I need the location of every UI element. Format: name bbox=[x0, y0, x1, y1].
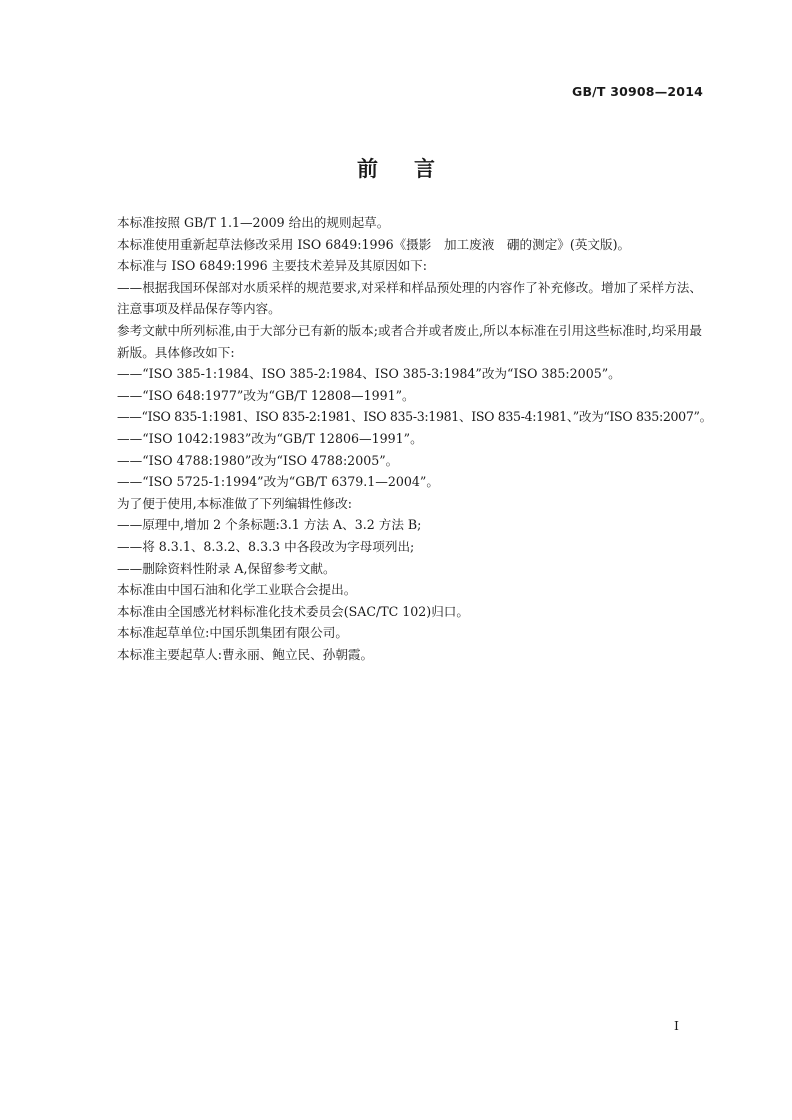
paragraph: 本标准起草单位:中国乐凯集团有限公司。 bbox=[117, 625, 348, 641]
paragraph: 本标准与 ISO 6849:1996 主要技术差异及其原因如下: bbox=[117, 258, 428, 274]
list-item: ——“ISO 648:1977”改为“GB/T 12808—1991”。 bbox=[117, 387, 415, 403]
list-item: ——“ISO 835-1:1981、ISO 835-2:1981、ISO 835-3:1981、ISO 835-4:1981、”改为“ISO 835:2007”。 bbox=[117, 409, 712, 425]
list-item: ——“ISO 385-1:1984、ISO 385-2:1984、ISO 385-3:1984”改为“ISO 385:2005”。 bbox=[117, 366, 621, 382]
page-title: 前言 bbox=[357, 156, 471, 181]
list-item: ——原理中,增加 2 个条标题:3.1 方法 A、3.2 方法 B; bbox=[117, 517, 422, 533]
list-item: ——将 8.3.1、8.3.2、8.3.3 中各段改为字母项列出; bbox=[117, 538, 415, 554]
paragraph: 为了便于使用,本标准做了下列编辑性修改: bbox=[117, 495, 352, 511]
paragraph: 本标准使用重新起草法修改采用 ISO 6849:1996《摄影 加工废液 硼的测定》(英文版)。 bbox=[117, 236, 631, 252]
list-item: ——删除资料性附录 A,保留参考文献。 bbox=[117, 560, 336, 576]
list-item: ——“ISO 4788:1980”改为“ISO 4788:2005”。 bbox=[117, 452, 399, 468]
list-item: ——“ISO 5725-1:1994”改为“GB/T 6379.1—2004”。 bbox=[117, 474, 439, 490]
paragraph: 本标准按照 GB/T 1.1—2009 给出的规则起草。 bbox=[117, 215, 390, 230]
standard-code: GB/T 30908—2014 bbox=[571, 84, 703, 99]
paragraph: 本标准由中国石油和化学工业联合会提出。 bbox=[117, 582, 357, 598]
page-number: I bbox=[674, 1018, 679, 1033]
foreword-body bbox=[92, 212, 712, 665]
paragraph: 本标准由全国感光材料标准化技术委员会(SAC/TC 102)归口。 bbox=[117, 603, 469, 619]
paragraph: 本标准主要起草人:曹永丽、鲍立民、孙朝霞。 bbox=[117, 646, 374, 662]
paragraph: ——根据我国环保部对水质采样的规范要求,对采样和样品预处理的内容作了补充修改。增加了采样方法、注意事项及样品保存等内容。 bbox=[117, 279, 702, 317]
list-item: ——“ISO 1042:1983”改为“GB/T 12806—1991”。 bbox=[117, 430, 423, 446]
paragraph: 参考文献中所列标准,由于大部分已有新的版本;或者合并或者废止,所以本标准在引用这些标准时,均采用最新版。具体修改如下: bbox=[117, 322, 702, 360]
